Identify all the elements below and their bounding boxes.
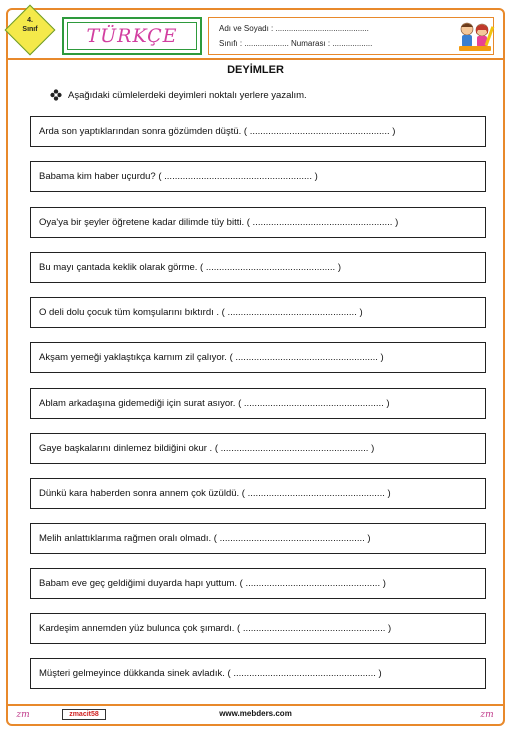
sentence-item-11[interactable]: Babam eve geç geldiğimi duyarda hapı yuttum. ( ................................................... ) [30,568,486,599]
grade-badge-text [12,16,48,34]
grade-label: Sınıf [22,26,38,33]
sentence-item-5[interactable]: O deli dolu çocuk tüm komşularını bıktırdı . ( ................................................. ) [30,297,486,328]
subject-box [62,17,202,55]
page-title: DEYİMLER [227,64,284,76]
student-info-box [208,17,494,55]
sentence-item-13[interactable]: Müşteri gelmeyince dükkanda sinek avladık. ( ...................................................... ) [30,658,486,689]
header-divider [8,58,503,60]
sentence-item-1[interactable]: Arda son yaptıklarından sonra gözümden düştü. ( ..................................................... ) [30,116,486,147]
flower-bullet-icon [50,89,62,101]
footer-logo-left: zm [16,710,30,720]
footer-logo-right: zm [480,710,494,720]
footer-site-link[interactable]: www.mebders.com [219,709,292,718]
footer-divider [8,704,503,706]
sentence-item-9[interactable]: Dünkü kara haberden sonra annem çok üzüldü. ( .................................................... ) [30,478,486,509]
sentence-item-6[interactable]: Akşam yemeği yaklaştıkça karnım zil çalıyor. ( ...................................................... ) [30,342,486,373]
sentence-item-12[interactable]: Kardeşim annemden yüz bulunca çok şımardı. ( ...................................................... ) [30,613,486,644]
sentence-item-10[interactable]: Melih anlattıklarıma rağmen oralı olmadı. ( ....................................................... ) [30,523,486,554]
class-number-field[interactable]: Sınıfı : .................... Numarası : .................. [219,39,373,48]
grade-number: 4. [27,17,33,24]
sentence-item-8[interactable]: Gaye başkalarını dinlemez bildiğini okur . ( ........................................................ ) [30,433,486,464]
sentence-item-2[interactable]: Babama kim haber uçurdu? ( ........................................................ ) [30,161,486,192]
name-field[interactable]: Adı ve Soyadı : .......................................... [219,24,369,33]
kids-illustration-icon [455,18,495,54]
instruction-text: Aşağıdaki cümlelerdeki deyimleri noktalı yerlere yazalım. [68,89,307,101]
instruction [50,89,307,101]
sentence-item-3[interactable]: Oya'ya bir şeyler öğretene kadar dilimde tüy bitti. ( ..................................................... ) [30,207,486,238]
sentence-item-4[interactable]: Bu mayı çantada keklik olarak görme. ( ................................................. ) [30,252,486,283]
sentence-item-7[interactable]: Ablam arkadaşına gidemediği için surat asıyor. ( ..................................................... ) [30,388,486,419]
subject-title: TÜRKÇE [86,25,178,47]
footer-tag: zmacit58 [62,709,106,720]
